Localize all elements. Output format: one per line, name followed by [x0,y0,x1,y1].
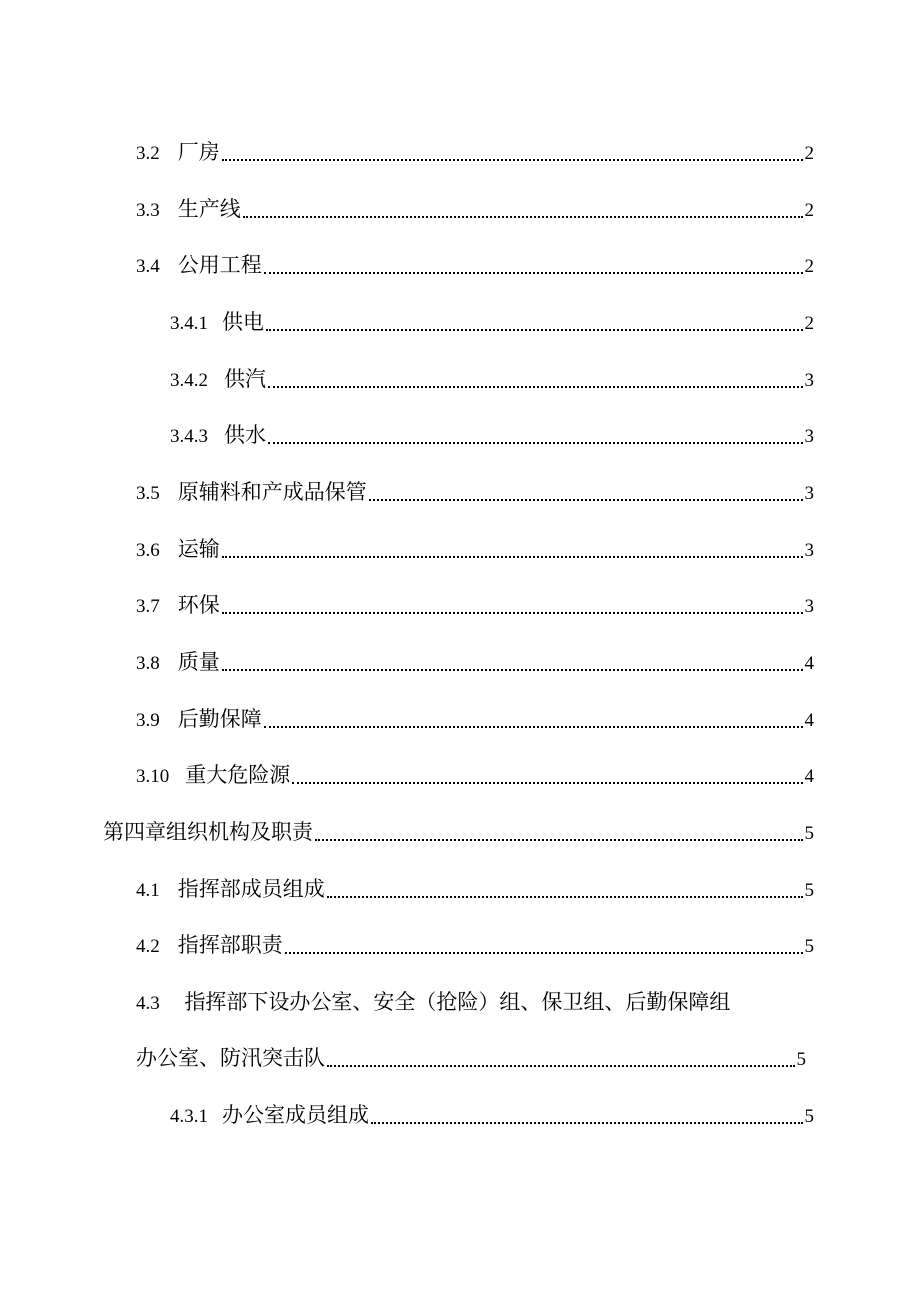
toc-entry-4-3-line2[interactable] [136,1042,806,1074]
dot-leader [222,556,803,558]
toc-page-number: 2 [804,200,814,221]
toc-number: 3.4.1 [170,313,208,334]
toc-title: 供汽 [224,367,266,391]
toc-page-number: 3 [804,596,814,617]
toc-page-number: 2 [804,143,814,164]
toc-title: 指挥部下设办公室、安全（抢险）组、保卫组、后勤保障组 [184,990,731,1014]
toc-page-number: 2 [804,256,814,277]
toc-page-number: 5 [804,880,814,901]
dot-leader [371,1122,803,1124]
toc-entry-3-7[interactable] [136,589,814,621]
toc-title: 生产线 [177,197,241,221]
toc-page-number: 5 [796,1049,806,1070]
toc-title: 办公室成员组成 [222,1103,369,1127]
toc-title: 公用工程 [177,253,262,277]
dot-leader [222,612,803,614]
toc-title: 环保 [177,593,220,617]
toc-title: 指挥部职责 [177,933,283,957]
toc-page-number: 2 [804,313,814,334]
toc-title: 质量 [177,650,220,674]
dot-leader [222,159,803,161]
toc-page-number: 4 [804,710,814,731]
toc-number: 4.1 [136,880,160,901]
toc-entry-4-2[interactable] [136,929,814,961]
toc-number: 3.4.2 [170,370,208,391]
toc-number: 3.8 [136,653,160,674]
toc-entry-3-10[interactable] [136,759,814,791]
dot-leader [327,1065,795,1067]
dot-leader [315,839,803,841]
toc-entry-3-6[interactable] [136,533,814,565]
toc-number: 3.9 [136,710,160,731]
toc-number: 3.2 [136,143,160,164]
toc-title: 供水 [224,423,266,447]
toc-page-number: 3 [804,540,814,561]
toc-title: 重大危险源 [185,763,291,787]
dot-leader [266,329,803,331]
dot-leader [268,386,803,388]
toc-title-continuation: 办公室、防汛突击队 [136,1046,325,1070]
toc-number: 4.3 [136,993,160,1014]
toc-chapter-title: 第四章组织机构及职责 [103,820,313,844]
toc-entry-3-4-2[interactable] [170,363,814,395]
dot-leader [292,782,802,784]
toc-entry-3-4[interactable] [136,249,814,281]
toc-entry-4-3-1[interactable] [170,1099,814,1131]
dot-leader [264,272,803,274]
toc-entry-4-3-line1[interactable] [136,986,730,1018]
toc-title: 指挥部成员组成 [177,877,325,901]
dot-leader [285,952,803,954]
toc-number: 3.3 [136,200,160,221]
dot-leader [222,669,803,671]
toc-number: 3.4 [136,256,160,277]
dot-leader [327,896,803,898]
toc-page-number: 3 [804,370,814,391]
toc-entry-3-4-1[interactable] [170,306,814,338]
toc-entry-3-2[interactable] [136,136,814,168]
toc-number: 4.2 [136,936,160,957]
dot-leader [369,499,803,501]
toc-page-number: 5 [804,1106,814,1127]
toc-entry-3-4-3[interactable] [170,419,814,451]
toc-entry-3-3[interactable] [136,193,814,225]
toc-page-number: 3 [804,426,814,447]
toc-title: 运输 [177,537,220,561]
toc-entry-3-5[interactable] [136,476,814,508]
toc-entry-chapter-4[interactable] [103,816,814,848]
toc-page-number: 4 [804,653,814,674]
toc-entry-4-1[interactable] [136,873,814,905]
toc-number: 3.4.3 [170,426,208,447]
toc-title: 原辅料和产成品保管 [177,480,367,504]
toc-title: 供电 [222,310,264,334]
toc-number: 3.6 [136,540,160,561]
toc-number: 4.3.1 [170,1106,208,1127]
dot-leader [243,216,803,218]
toc-page-number: 5 [804,823,814,844]
toc-page-number: 5 [804,936,814,957]
toc-entry-3-8[interactable] [136,646,814,678]
toc-title: 厂房 [177,140,220,164]
toc-page-number: 4 [804,766,814,787]
dot-leader [268,442,803,444]
toc-number: 3.10 [136,766,170,787]
toc-number: 3.7 [136,596,160,617]
dot-leader [264,726,803,728]
toc-number: 3.5 [136,483,160,504]
toc-page-number: 3 [804,483,814,504]
toc-title: 后勤保障 [177,707,262,731]
toc-entry-3-9[interactable] [136,703,814,735]
